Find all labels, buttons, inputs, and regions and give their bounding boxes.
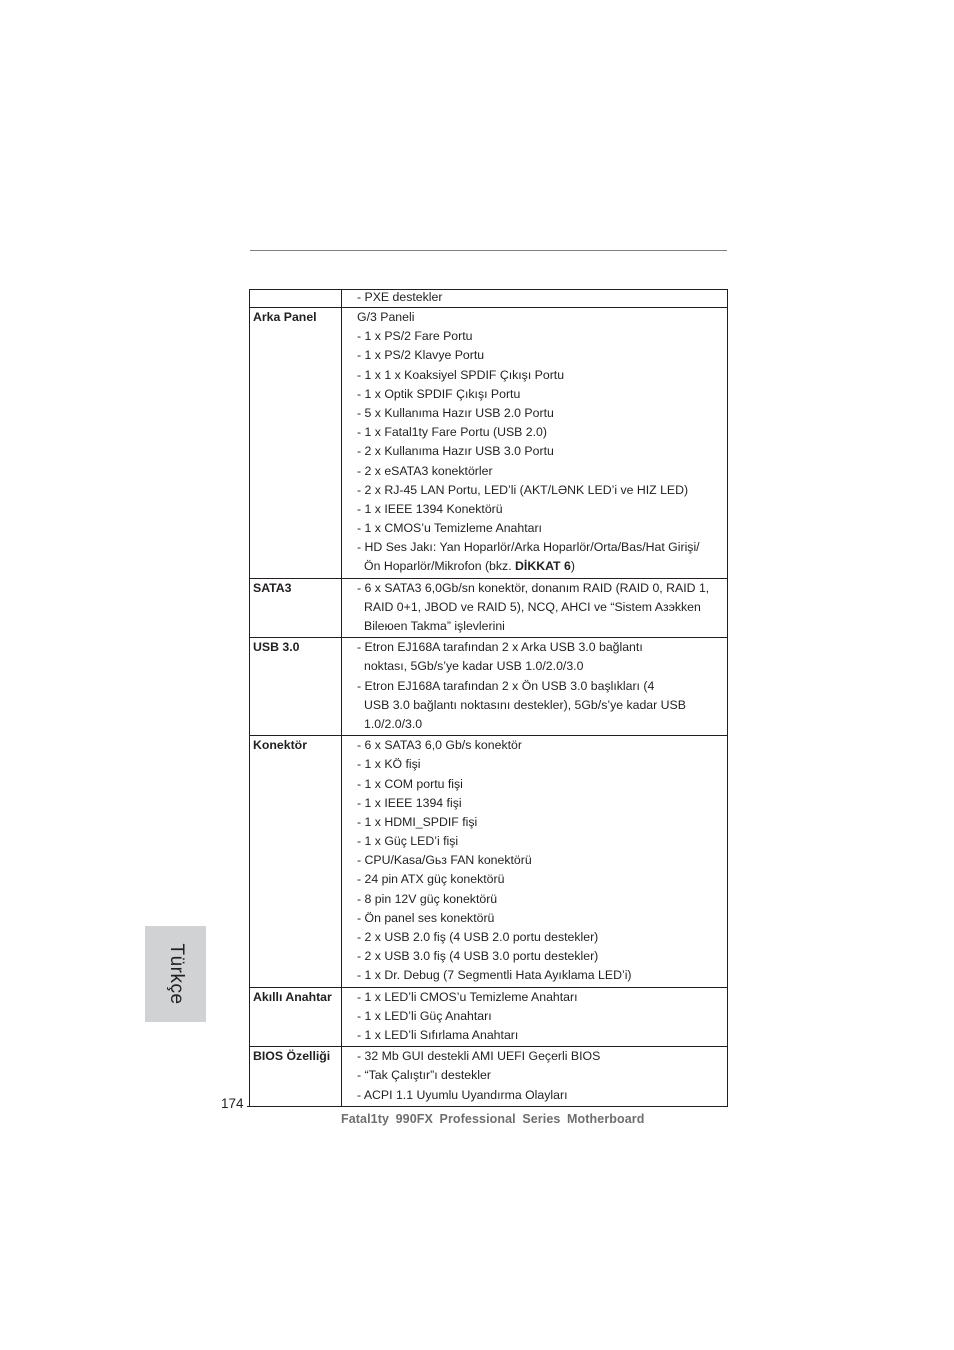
- spec-row: [250, 987, 728, 1047]
- spec-line-text: - 1 x PS/2 Klavye Portu: [357, 348, 485, 363]
- spec-line-text: - CPU/Kasa/Gьз FAN konektörü: [357, 853, 532, 868]
- spec-line-text: - 1 x HDMI_SPDIF fişi: [357, 814, 478, 829]
- spec-value: [342, 638, 728, 736]
- spec-line-text: 1.0/2.0/3.0: [364, 716, 423, 731]
- spec-line: [357, 832, 727, 851]
- spec-line: [357, 715, 727, 734]
- spec-row: [250, 1047, 728, 1107]
- spec-line: [357, 1026, 727, 1045]
- spec-line: [357, 755, 727, 774]
- spec-value: [342, 290, 728, 308]
- spec-line: [357, 775, 727, 794]
- spec-line-text: - 5 x Kullanıma Hazır USB 2.0 Portu: [357, 405, 554, 420]
- footer-title: Fatal1ty 990FX Professional Series Motherboard: [341, 1112, 645, 1126]
- spec-line: [357, 423, 727, 442]
- spec-line-text: USB 3.0 bağlantı noktasını destekler), 5Gb/s’ye kadar USB: [364, 697, 686, 712]
- spec-line: [357, 327, 727, 346]
- spec-line-text: - 1 x COM portu fişi: [357, 776, 463, 791]
- spec-line-text: - ACPI 1.1 Uyumlu Uyandırma Olayları: [357, 1087, 568, 1102]
- spec-line-text: - 1 x Güç LED’i fişi: [357, 834, 459, 849]
- spec-line-text: Ön Hoparlör/Mikrofon (bkz.: [364, 559, 516, 574]
- spec-line-text: - HD Ses Jakı: Yan Hoparlör/Arka Hoparlör/Orta/Bas/Hat Girişi/: [357, 540, 700, 555]
- spec-line: [357, 598, 727, 617]
- spec-line-text: - 1 x LED’li Güç Anahtarı: [357, 1008, 492, 1023]
- spec-line: [357, 462, 727, 481]
- spec-line-text: - 2 x USB 2.0 fiş (4 USB 2.0 portu destekler): [357, 930, 599, 944]
- spec-line: [357, 557, 727, 576]
- spec-row: [250, 736, 728, 987]
- spec-line-text: - 1 x IEEE 1394 Konektörü: [357, 501, 503, 516]
- spec-line-text: - 1 x IEEE 1394 fişi: [357, 795, 462, 810]
- spec-line: [357, 579, 727, 598]
- language-tab-label: Türkçe: [165, 943, 187, 1005]
- spec-line: [357, 947, 727, 966]
- spec-line: [357, 1086, 727, 1105]
- spec-line-text: - 1 x LED’li CMOS’u Temizleme Anahtarı: [357, 989, 578, 1004]
- spec-row: [250, 638, 728, 736]
- spec-label: [250, 290, 342, 308]
- spec-line: [357, 928, 727, 947]
- spec-row-pxe: [250, 290, 728, 308]
- spec-line-text: noktası, 5Gb/s’ye kadar USB 1.0/2.0/3.0: [364, 659, 584, 674]
- spec-line-text: - Etron EJ168A tarafından 2 x Arka USB 3.0 bağlantı: [357, 640, 643, 655]
- spec-line: [357, 404, 727, 423]
- spec-value: [342, 1047, 728, 1107]
- spec-line-text: - 8 pin 12V güç konektörü: [357, 891, 498, 906]
- spec-line-text: - 1 x KÖ fişi: [357, 757, 421, 772]
- language-tab: [145, 926, 206, 1022]
- top-rule: [250, 250, 727, 251]
- spec-line-text: - 1 x PS/2 Fare Portu: [357, 329, 473, 344]
- spec-line-text: - 1 x Dr. Debug (7 Segmentli Hata Ayıklama LED’i): [357, 968, 632, 983]
- spec-line: [357, 657, 727, 676]
- spec-line: [357, 870, 727, 889]
- spec-label: BIOS Özelliği: [250, 1047, 342, 1107]
- spec-line: [357, 519, 727, 538]
- spec-line: [357, 366, 727, 385]
- spec-label: USB 3.0: [250, 638, 342, 736]
- spec-line-text: - Ön panel ses konektörü: [357, 910, 495, 925]
- spec-line-text: - 1 x 1 x Koaksiyel SPDIF Çıkışı Portu: [357, 367, 565, 382]
- spec-line: [357, 988, 727, 1007]
- spec-line-text: - 6 x SATA3 6,0 Gb/s konektör: [357, 738, 522, 753]
- spec-line: [357, 909, 727, 928]
- spec-line-text: - 1 x LED’li Sıfırlama Anahtarı: [357, 1027, 519, 1042]
- spec-value: [342, 736, 728, 987]
- spec-value: [342, 308, 728, 579]
- spec-line: [357, 966, 727, 985]
- spec-line: [357, 1007, 727, 1026]
- spec-value: [342, 578, 728, 638]
- spec-line: [357, 851, 727, 870]
- spec-row: [250, 308, 728, 579]
- spec-line: [357, 696, 727, 715]
- spec-line-text: - 1 x Optik SPDIF Çıkışı Portu: [357, 386, 521, 401]
- spec-value: [342, 987, 728, 1047]
- spec-line: [357, 638, 727, 657]
- spec-line: [357, 442, 727, 461]
- spec-row: [250, 578, 728, 638]
- spec-line-text: - 32 Mb GUI destekli AMI UEFI Geçerli BIOS: [357, 1049, 601, 1064]
- spec-table: [249, 289, 728, 1107]
- spec-line-text: - 2 x RJ-45 LAN Portu, LED’li (AKT/LƏNK LED’i ve HIZ LED): [357, 482, 689, 497]
- spec-line: [357, 1047, 727, 1066]
- spec-line: [357, 385, 727, 404]
- spec-line-text: - 1 x CMOS’u Temizleme Anahtarı: [357, 521, 542, 536]
- spec-label: Konektör: [250, 736, 342, 987]
- footer-rule: [247, 1106, 724, 1107]
- spec-line-text: G/3 Paneli: [357, 310, 415, 324]
- spec-line-text: - Etron EJ168A tarafından 2 x Ön USB 3.0 başlıkları (4: [357, 678, 655, 693]
- spec-line: [357, 617, 727, 636]
- spec-line-text: Bileюen Takma” işlevlerini: [364, 619, 505, 633]
- spec-line-emphasis: DİKKAT 6: [515, 559, 571, 574]
- spec-line-text: - 1 x Fatal1ty Fare Portu (USB 2.0): [357, 425, 547, 440]
- spec-line: [357, 1066, 727, 1085]
- spec-line-text: - 6 x SATA3 6,0Gb/sn konektör, donanım RAID (RAID 0, RAID 1,: [357, 580, 710, 595]
- spec-line: [357, 736, 727, 755]
- page-number: 174: [221, 1096, 244, 1111]
- spec-line: [357, 308, 727, 327]
- spec-line-text: - 2 x Kullanıma Hazır USB 3.0 Portu: [357, 444, 554, 459]
- spec-line-text: - “Tak Çalıştır”ı destekler: [357, 1068, 491, 1083]
- spec-line: [357, 500, 727, 519]
- spec-line: [357, 481, 727, 500]
- spec-line: - PXE destekler: [357, 290, 443, 304]
- spec-line-suffix: ): [570, 559, 575, 574]
- spec-line-text: RAID 0+1, JBOD ve RAID 5), NCQ, AHCI ve “Sistem Aзэkken: [364, 599, 701, 614]
- spec-label: Akıllı Anahtar: [250, 987, 342, 1047]
- spec-line: [357, 538, 727, 557]
- spec-line: [357, 890, 727, 909]
- spec-line: [357, 677, 727, 696]
- spec-line-text: - 2 x USB 3.0 fiş (4 USB 3.0 portu destekler): [357, 949, 599, 964]
- spec-line-text: - 24 pin ATX güç konektörü: [357, 872, 505, 887]
- spec-line-text: - 2 x eSATA3 konektörler: [357, 463, 493, 478]
- spec-label: Arka Panel: [250, 308, 342, 579]
- spec-line: [357, 813, 727, 832]
- spec-line: [357, 794, 727, 813]
- spec-label: SATA3: [250, 578, 342, 638]
- spec-line: [357, 346, 727, 365]
